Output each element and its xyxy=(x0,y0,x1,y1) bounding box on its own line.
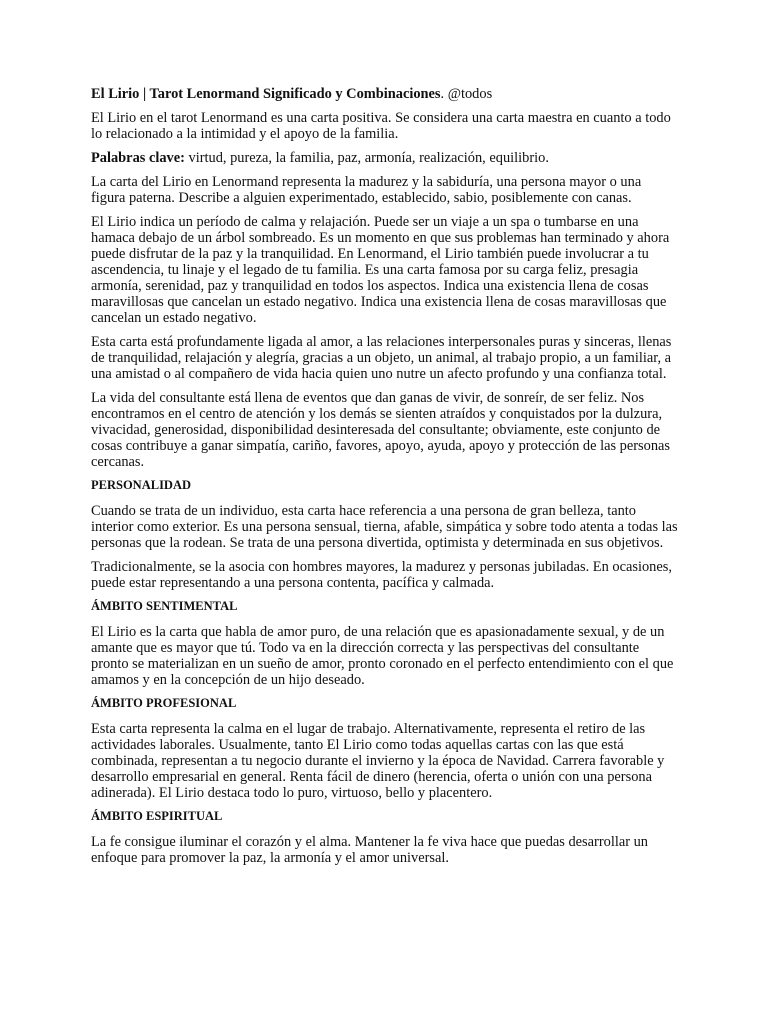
body-paragraph-4: La vida del consultante está llena de eventos que dan ganas de vivir, de sonreír, de ser feliz. Nos encontramos en el centro de atención y los demás se sienten atraídos y conquistados por la dulzura, vivacidad, generosidad, disponibilidad desinteresada del consultante; obviamente, este conjunto de cosas contribuye a ganar simpatía, cariño, favores, apoyo, ayuda, apoyo y protección de las personas cercanas. xyxy=(91,390,671,470)
keywords-paragraph xyxy=(91,150,678,166)
intro-paragraph: El Lirio en el tarot Lenormand es una carta positiva. Se considera una carta maestra en cuanto a todo lo relacionado a la intimidad y el apoyo de la familia. xyxy=(91,110,671,142)
body-paragraph-3: Esta carta está profundamente ligada al amor, a las relaciones interpersonales puras y sinceras, llenas de tranquilidad, relajación y alegría, gracias a un objeto, un animal, al trabajo propio, a un familiar, a una amistad o al compañero de vida hacia quien uno nutre un afecto profundo y una confianza total. xyxy=(91,334,672,382)
sentimental-paragraph: El Lirio es la carta que habla de amor puro, de una relación que es apasionadamente sexual, y de un amante que es mayor que tú. Todo va en la dirección correcta y las perspectivas del consultante pronto se materializan en un sueño de amor, pronto coronado en el perfecto entendimiento con el que amamos y en la concepción de un hijo deseado. xyxy=(91,624,674,688)
document-title xyxy=(91,86,678,102)
personalidad-paragraph-1: Cuando se trata de un individuo, esta carta hace referencia a una persona de gran belleza, tanto interior como exterior. Es una persona sensual, tierna, afable, simpática y sobre todo atenta a todas las personas que la rodean. Se trata de una persona divertida, optimista y determinada en sus objetivos. xyxy=(91,503,678,551)
document-title-main: El Lirio | Tarot Lenormand Significado y Combinaciones xyxy=(91,86,441,102)
espiritual-paragraph: La fe consigue iluminar el corazón y el alma. Mantener la fe viva hace que puedas desarrollar un enfoque para promover la paz, la armonía y el amor universal. xyxy=(91,834,648,866)
keywords-label: Palabras clave: xyxy=(91,150,185,166)
body-paragraph-1: La carta del Lirio en Lenormand representa la madurez y la sabiduría, una persona mayor o una figura paterna. Describe a alguien experimentado, establecido, sabio, posiblemente con canas. xyxy=(91,174,642,206)
keywords-text: virtud, pureza, la familia, paz, armonía, realización, equilibrio. xyxy=(184,150,549,166)
section-heading-espiritual: ÁMBITO ESPIRITUAL xyxy=(91,809,223,823)
profesional-paragraph: Esta carta representa la calma en el lugar de trabajo. Alternativamente, representa el retiro de las actividades laborales. Usualmente, tanto El Lirio como todas aquellas cartas con las que está combinada, representan a tu negocio durante el invierno y la época de Navidad. Carrera favorable y desarrollo empresarial en general. Renta fácil de dinero (herencia, oferta o unión con una persona adinerada). El Lirio destaca todo lo puro, virtuoso, bello y placentero. xyxy=(91,721,665,801)
body-paragraph-2: El Lirio indica un período de calma y relajación. Puede ser un viaje a un spa o tumbarse en una hamaca debajo de un árbol sombreado. Es un momento en que sus problemas han terminado y ahora puede disfrutar de la paz y la tranquilidad. En Lenormand, el Lirio también puede involucrar a tu ascendencia, tu linaje y el legado de tu familia. Es una carta famosa por su carga feliz, presagia armonía, serenidad, paz y tranquilidad en todos los aspectos. Indica una existencia llena de cosas maravillosas que cancelan un estado negativo. Indica una existencia llena de cosas maravillosas que cancelan un estado negativo. xyxy=(91,214,670,326)
section-heading-profesional: ÁMBITO PROFESIONAL xyxy=(91,696,237,710)
document-title-tag: . @todos xyxy=(440,86,493,102)
section-heading-personalidad: PERSONALIDAD xyxy=(91,478,192,492)
personalidad-paragraph-2: Tradicionalmente, se la asocia con hombres mayores, la madurez y personas jubiladas. En ocasiones, puede estar representando a una persona contenta, pacífica y calmada. xyxy=(91,559,672,591)
section-heading-sentimental: ÁMBITO SENTIMENTAL xyxy=(91,599,238,613)
